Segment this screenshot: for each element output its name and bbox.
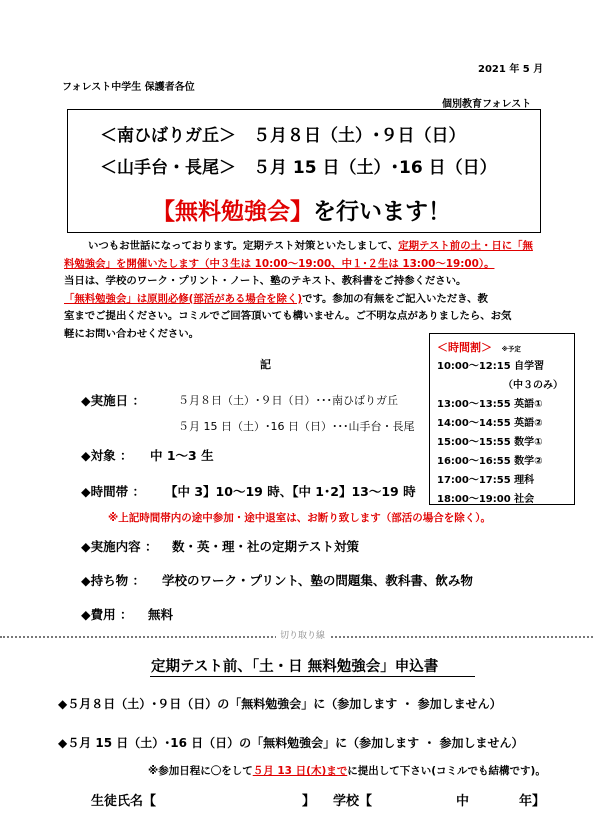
timetable-heading: ＜時間割＞	[437, 341, 492, 354]
student-name-field[interactable]	[172, 788, 300, 808]
form-question-2: ◆５月 15 日（土）･16 日（日）の「無料勉強会」に（参加します ・ 参加しません）	[58, 736, 524, 750]
grade-field[interactable]	[475, 788, 515, 808]
fee-value: 無料	[148, 607, 174, 622]
dates-line-1: ５月８日（土）･９日（日）･･･南ひばりガ丘	[178, 394, 398, 407]
timetable-row: 10:00～12:15 自学習	[437, 361, 545, 372]
ki-heading: 記	[260, 358, 271, 371]
intro-line-2: 料勉強会」を開催いたします（中３生は 10:00～19:00、中１･２生は 13:00～19:00）。	[64, 257, 495, 270]
title-line-3	[152, 193, 451, 226]
target-label: ◆対象 ：	[81, 448, 133, 463]
deadline-note-a: ※参加日程に〇をして	[148, 765, 253, 777]
form-title-underline	[150, 676, 475, 677]
recipient: フォレスト中学生 保護者各位	[62, 82, 195, 93]
student-name-label: 生徒氏名【	[91, 794, 157, 809]
title-line-1: ＜南ひばりガ丘＞ ５月８日（土）･９日（日）	[100, 126, 466, 146]
grade-label: 中	[456, 794, 470, 809]
intro-line-6: 軽にお問い合わせください。	[64, 327, 200, 340]
timetable-row: 16:00～16:55 数学②	[437, 456, 543, 467]
target-value: 中 1～3 生	[150, 448, 214, 463]
deadline-note-c: に提出して下さい(コミルでも結構です)。	[347, 765, 546, 777]
items-label: ◆持ち物 ：	[81, 573, 145, 588]
sender: 個別教育フォレスト	[442, 99, 532, 110]
intro-line-1a: いつもお世話になっております。定期テスト対策といたしまして、	[88, 240, 399, 252]
title-highlight: 【無料勉強会】	[152, 199, 313, 225]
time-label: ◆時間帯 ：	[81, 484, 145, 499]
document-date: 2021 年 5 月	[478, 64, 544, 75]
title-line-2: ＜山手台・長尾＞ ５月 15 日（土）･16 日（日）	[100, 158, 497, 178]
year-label: 年】	[519, 794, 546, 809]
form-question-1: ◆５月８日（土）･９日（日）の「無料勉強会」に（参加します ・ 参加しません）	[58, 697, 502, 711]
time-note: ※上記時間帯内の途中参加・途中退室は、お断り致します（部活の場合を除く）。	[108, 512, 491, 524]
timetable-row: 18:00～19:00 社会	[437, 494, 535, 505]
content-value: 数・英・理・社の定期テスト対策	[172, 539, 360, 554]
intro-line-5: 室までご提出ください。コミルでご回答頂いても構いません。ご不明な点がありましたら、お気	[64, 310, 512, 323]
timetable-row: （中３のみ）	[503, 380, 563, 391]
deadline-date: ５月 13 日(木)まで	[252, 765, 348, 777]
dates-line-2: ５月 15 日（土）･16 日（日）･･･山手台・長尾	[178, 420, 415, 433]
intro-line-3: 当日は、学校のワーク・プリント・ノート、塾のテキスト、教科書をご持参ください。	[64, 275, 467, 288]
timetable-row: 13:00～13:55 英語①	[437, 399, 543, 410]
timetable-title	[437, 336, 521, 355]
form-deadline-note	[148, 763, 546, 778]
timetable-note: ※予定	[501, 345, 521, 353]
title-rest: を行います！	[313, 199, 451, 225]
intro-line-1b: 定期テスト前の土・日に「無	[398, 240, 533, 252]
intro-line-4b: です。参加の有無をご記入いただき、教	[302, 292, 488, 305]
school-field[interactable]	[376, 788, 450, 808]
student-name-close: 】	[302, 794, 316, 809]
intro-paragraph	[64, 238, 564, 344]
fee-label: ◆費用 ：	[81, 607, 133, 622]
time-value: 【中 3】10～19 時、【中 1･2】13～19 時	[165, 484, 416, 499]
content-label: ◆実施内容 ：	[81, 539, 158, 554]
dates-label: ◆実施日 ：	[81, 393, 145, 408]
school-label: 学校【	[333, 794, 373, 809]
cut-label: 切り取り線	[276, 628, 329, 641]
items-value: 学校のワーク・プリント、塾の問題集、教科書、飲み物	[162, 573, 473, 588]
timetable-row: 17:00～17:55 理科	[437, 475, 535, 486]
form-title: 定期テスト前、「土・日 無料勉強会」申込書	[151, 659, 439, 675]
timetable-row: 15:00～15:55 数学①	[437, 437, 543, 448]
intro-line-4a: 「無料勉強会」は原則必修(部活がある場合を除く)	[64, 292, 303, 305]
timetable-row: 14:00～14:55 英語②	[437, 418, 543, 429]
